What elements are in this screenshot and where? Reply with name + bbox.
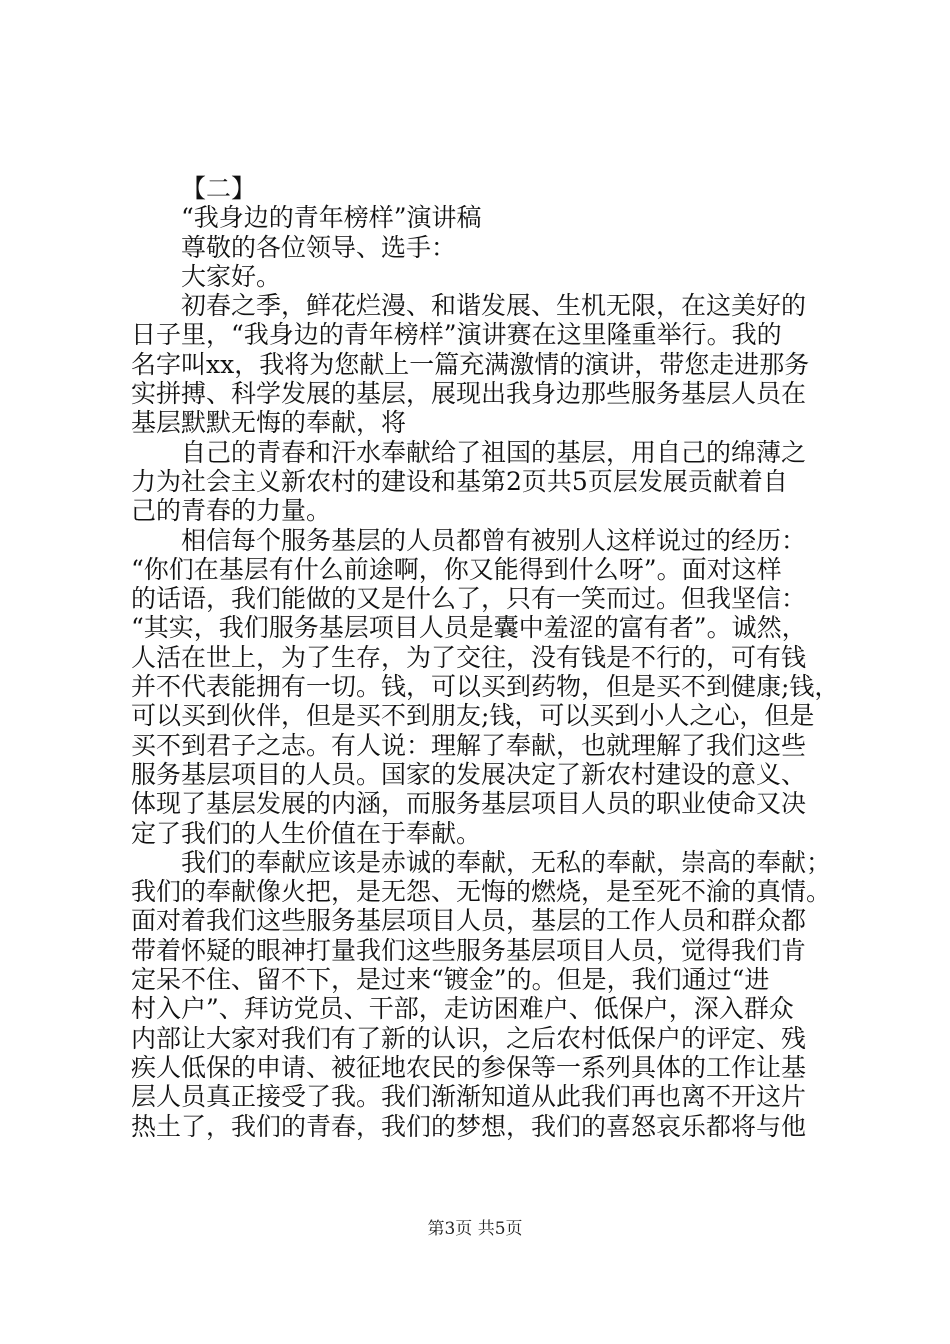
text-line: 并不代表能拥有一切。钱，可以买到药物，但是买不到健康;钱， bbox=[131, 672, 840, 702]
text-line: 名字叫xx，我将为您献上一篇充满激情的演讲，带您走进那务 bbox=[131, 349, 810, 379]
text-line: 基层默默无悔的奉献，将 bbox=[131, 408, 407, 438]
text-line: 买不到君子之志。有人说：理解了奉献，也就理解了我们这些 bbox=[131, 730, 807, 760]
text-line: 疾人低保的申请、被征地农民的参保等一系列具体的工作让基 bbox=[131, 1052, 807, 1082]
text-line: 日子里，“我身边的青年榜样”演讲赛在这里隆重举行。我的 bbox=[131, 320, 782, 350]
text-line: 大家好。 bbox=[181, 261, 282, 291]
speech-body bbox=[131, 174, 841, 1141]
text-line: 服务基层项目的人员。国家的发展决定了新农村建设的意义、 bbox=[131, 759, 807, 789]
text-line: 体现了基层发展的内涵，而服务基层项目人员的职业使命又决 bbox=[131, 789, 807, 819]
text-line: 初春之季，鲜花烂漫、和谐发展、生机无限，在这美好的 bbox=[181, 291, 807, 321]
text-line: 力为社会主义新农村的建设和基第2页共5页层发展贡献着自 bbox=[131, 466, 788, 496]
text-line: 【二】 bbox=[181, 174, 257, 203]
text-line: 村入户”、拜访党员、干部，走访困难户、低保户，深入群众 bbox=[131, 994, 794, 1024]
text-line: 定呆不住、留不下，是过来“镀金”的。但是，我们通过“进 bbox=[131, 965, 770, 995]
text-line: “其实，我们服务基层项目人员是囊中羞涩的富有者”。诚然， bbox=[131, 613, 807, 643]
text-line: “我身边的青年榜样”演讲稿 bbox=[181, 203, 482, 233]
text-line: 热土了，我们的青春，我们的梦想，我们的喜怒哀乐都将与他 bbox=[131, 1111, 807, 1141]
text-line: 带着怀疑的眼神打量我们这些服务基层项目人员，觉得我们肯 bbox=[131, 935, 807, 965]
text-line: 人活在世上，为了生存，为了交往，没有钱是不行的，可有钱 bbox=[131, 642, 807, 672]
text-line: 内部让大家对我们有了新的认识，之后农村低保户的评定、残 bbox=[131, 1023, 807, 1053]
text-line: 相信每个服务基层的人员都曾有被别人这样说过的经历： bbox=[181, 525, 807, 555]
text-line: 己的青春的力量。 bbox=[131, 496, 332, 526]
text-line: 面对着我们这些服务基层项目人员，基层的工作人员和群众都 bbox=[131, 906, 807, 936]
text-line: 我们的奉献应该是赤诚的奉献，无私的奉献，崇高的奉献； bbox=[181, 847, 832, 877]
text-line: 实拼搏、科学发展的基层，展现出我身边那些服务基层人员在 bbox=[131, 379, 807, 409]
text-line: 的话语，我们能做的又是什么了，只有一笑而过。但我坚信： bbox=[131, 584, 807, 614]
text-line: 自己的青春和汗水奉献给了祖国的基层，用自己的绵薄之 bbox=[181, 437, 807, 467]
text-line: 层人员真正接受了我。我们渐渐知道从此我们再也离不开这片 bbox=[131, 1082, 807, 1112]
text-line: 定了我们的人生价值在于奉献。 bbox=[131, 818, 482, 848]
text-line: 可以买到伙伴，但是买不到朋友;钱，可以买到小人之心，但是 bbox=[131, 701, 815, 731]
text-line: “你们在基层有什么前途啊，你又能得到什么呀”。面对这样 bbox=[131, 554, 782, 584]
text-line: 尊敬的各位领导、选手： bbox=[181, 232, 457, 262]
text-line: 我们的奉献像火把，是无怨、无悔的燃烧，是至死不渝的真情。 bbox=[131, 877, 832, 907]
page-footer: 第3页 共5页 bbox=[427, 1219, 523, 1239]
